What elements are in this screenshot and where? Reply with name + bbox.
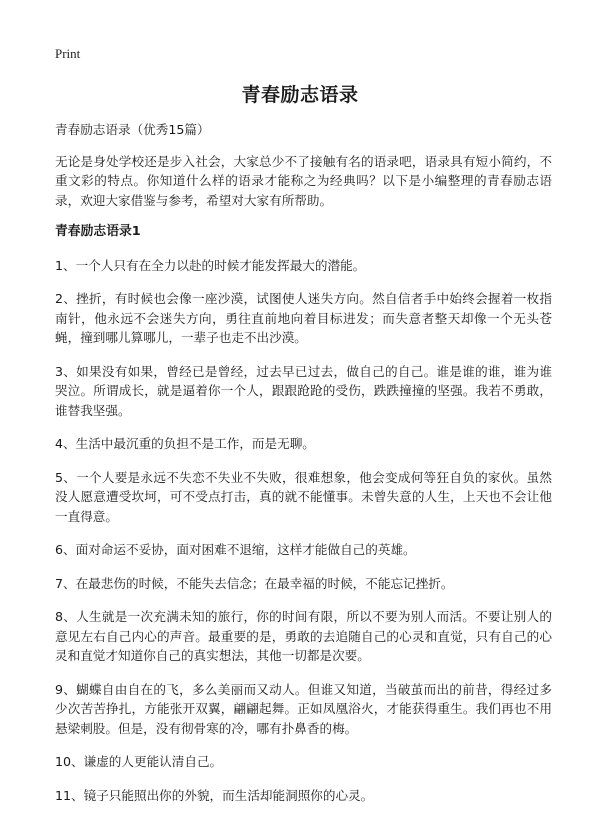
print-link[interactable]: Print xyxy=(55,46,81,61)
quote-item: 2、挫折，有时候也会像一座沙漠，试图使人迷失方向。然自信者手中始终会握着一枚指南针，他永远不会迷失方向，勇往直前地向着目标进发；而失意者整天却像一个无头苍蝇，撞到哪儿算哪儿，一辈子也走不出沙漠。 xyxy=(55,291,552,345)
document-subtitle: 青春励志语录（优秀15篇） xyxy=(55,122,210,137)
section-heading: 青春励志语录1 xyxy=(55,224,141,239)
quote-item: 1、一个人只有在全力以赴的时候才能发挥最大的潜能。 xyxy=(55,257,366,273)
quote-item: 8、人生就是一次充满未知的旅行，你的时间有限，所以不要为别人而活。不要让别人的意见左右自己内心的声音。最重要的是，勇敢的去追随自己的心灵和直觉，只有自己的心灵和直觉才知道你自己的真实想法，其他一切都是次要。 xyxy=(55,609,552,663)
quote-item: 3、如果没有如果，曾经已是曾经，过去早已过去，做自己的自己。谁是谁的谁，谁为谁哭泣。所谓成长，就是逼着你一个人，跟跟跄跄的受伤，跌跌撞撞的坚强。我若不勇敢，谁替我坚强。 xyxy=(55,363,552,418)
quote-item: 7、在最悲伤的时候，不能失去信念；在最幸福的时候，不能忘记挫折。 xyxy=(55,575,454,591)
quote-item: 6、面对命运不妥协，面对困难不退缩，这样才能做自己的英雄。 xyxy=(55,542,416,557)
quote-list xyxy=(55,256,552,806)
quote-item: 10、谦虚的人更能认清自己。 xyxy=(55,754,223,769)
quote-item: 11、镜子只能照出你的外貌，而生活却能洞照你的心灵。 xyxy=(55,787,374,803)
quote-item: 9、蝴蝶自由自在的飞，多么美丽而又动人。但谁又知道，当破茧而出的前昔，得经过多少次苦苦挣扎，方能张开双翼，翩翩起舞。正如凤凰浴火，才能获得重生。我们再也不用悬梁刺股。但是，没有彻骨寒的冷，哪有扑鼻香的梅。 xyxy=(55,681,552,736)
document-body xyxy=(55,120,552,819)
quote-item: 4、生活中最沉重的负担不是工作，而是无聊。 xyxy=(55,436,315,451)
intro-paragraph: 无论是身处学校还是步入社会，大家总少不了接触有名的语录吧，语录具有短小简约，不重文彩的特点。你知道什么样的语录才能称之为经典吗？以下是小编整理的青春励志语录，欢迎大家借鉴与参考，希望对大家有所帮助。 xyxy=(55,153,552,208)
quote-item: 5、一个人要是永远不失恋不失业不失败，很难想象，他会变成何等狂自负的家伙。虽然没人愿意遭受坎坷，可不受点打击，真的就不能懂事。未曾失意的人生，上天也不会让他一直得意。 xyxy=(55,469,552,524)
document-title: 青春励志语录 xyxy=(241,84,359,106)
